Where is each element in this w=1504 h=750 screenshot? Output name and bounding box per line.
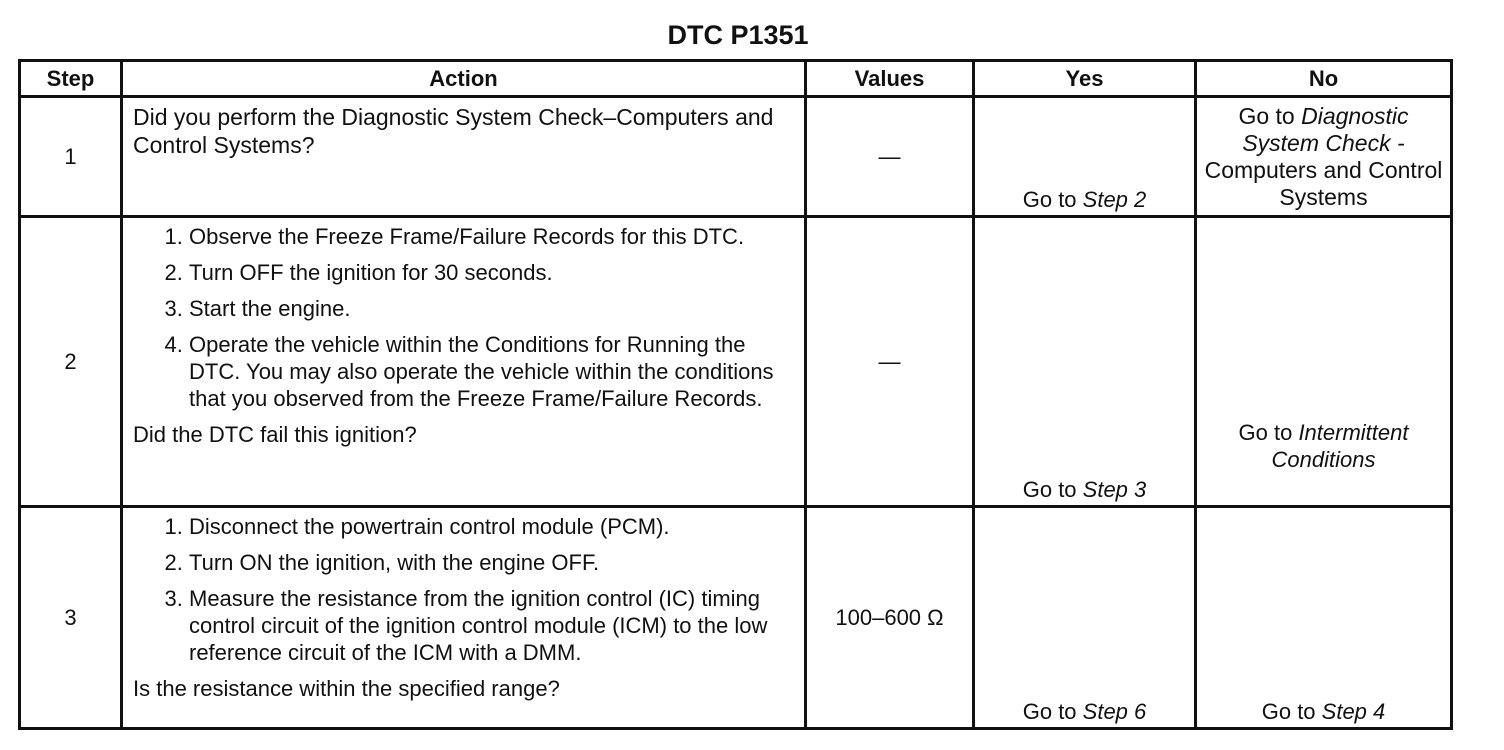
header-yes: Yes	[974, 61, 1196, 97]
action-question: Is the resistance within the specified range?	[133, 676, 560, 701]
yes-target-link[interactable]: Step 6	[1082, 699, 1147, 724]
header-step: Step	[20, 61, 122, 97]
action-item: 1. Disconnect the powertrain control module (PCM).	[189, 513, 796, 540]
diagnostic-table	[18, 59, 1453, 730]
no-prefix: Go to	[1261, 699, 1322, 724]
header-row	[20, 61, 1452, 97]
yes-target-link[interactable]: Step 3	[1082, 477, 1147, 502]
action-cell	[122, 217, 806, 507]
no-prefix: Go to	[1238, 420, 1299, 445]
yes-prefix: Go to	[1022, 699, 1083, 724]
action-cell	[122, 507, 806, 729]
value-cell: —	[806, 217, 974, 507]
value-cell: —	[806, 97, 974, 217]
table-row	[20, 97, 1452, 217]
step-number: 2	[20, 217, 122, 507]
no-target-link[interactable]: Step 4	[1321, 699, 1386, 724]
action-question: Did you perform the Diagnostic System Check–Computers and Control Systems?	[133, 104, 774, 158]
action-item: 3. Start the engine.	[189, 295, 796, 322]
action-item: 2. Turn ON the ignition, with the engine OFF.	[189, 549, 796, 576]
page-title: DTC P1351	[667, 20, 809, 50]
no-cell	[1196, 507, 1452, 729]
action-list	[133, 513, 796, 666]
step-number: 1	[20, 97, 122, 217]
action-item: 4. Operate the vehicle within the Conditions for Running the DTC. You may also operate the vehicle within the conditions that you observed from the Freeze Frame/Failure Records.	[189, 331, 796, 412]
action-list	[133, 223, 796, 412]
table-row	[20, 507, 1452, 729]
yes-target-link[interactable]: Step 2	[1082, 187, 1147, 212]
yes-cell	[974, 97, 1196, 217]
yes-prefix: Go to	[1022, 477, 1083, 502]
no-cell	[1196, 97, 1452, 217]
action-cell	[122, 97, 806, 217]
action-item: 1. Observe the Freeze Frame/Failure Records for this DTC.	[189, 223, 796, 250]
yes-prefix: Go to	[1022, 187, 1083, 212]
action-item: 3. Measure the resistance from the ignition control (IC) timing control circuit of the ignition control module (ICM) to the low reference circuit of the ICM with a DMM.	[189, 585, 796, 666]
no-cell	[1196, 217, 1452, 507]
yes-cell	[974, 217, 1196, 507]
no-target-link[interactable]: Diagnostic System Check -	[1242, 103, 1409, 156]
value-cell: 100–600 Ω	[806, 507, 974, 729]
action-item: 2. Turn OFF the ignition for 30 seconds.	[189, 259, 796, 286]
no-prefix: Go to	[1238, 103, 1302, 129]
yes-cell	[974, 507, 1196, 729]
header-values: Values	[806, 61, 974, 97]
step-number: 3	[20, 507, 122, 729]
no-target-link[interactable]: Intermittent Conditions	[1271, 420, 1409, 472]
action-question: Did the DTC fail this ignition?	[133, 422, 417, 447]
header-no: No	[1196, 61, 1452, 97]
header-action: Action	[122, 61, 806, 97]
table-row	[20, 217, 1452, 507]
no-suffix: Computers and Control Systems	[1204, 157, 1443, 210]
